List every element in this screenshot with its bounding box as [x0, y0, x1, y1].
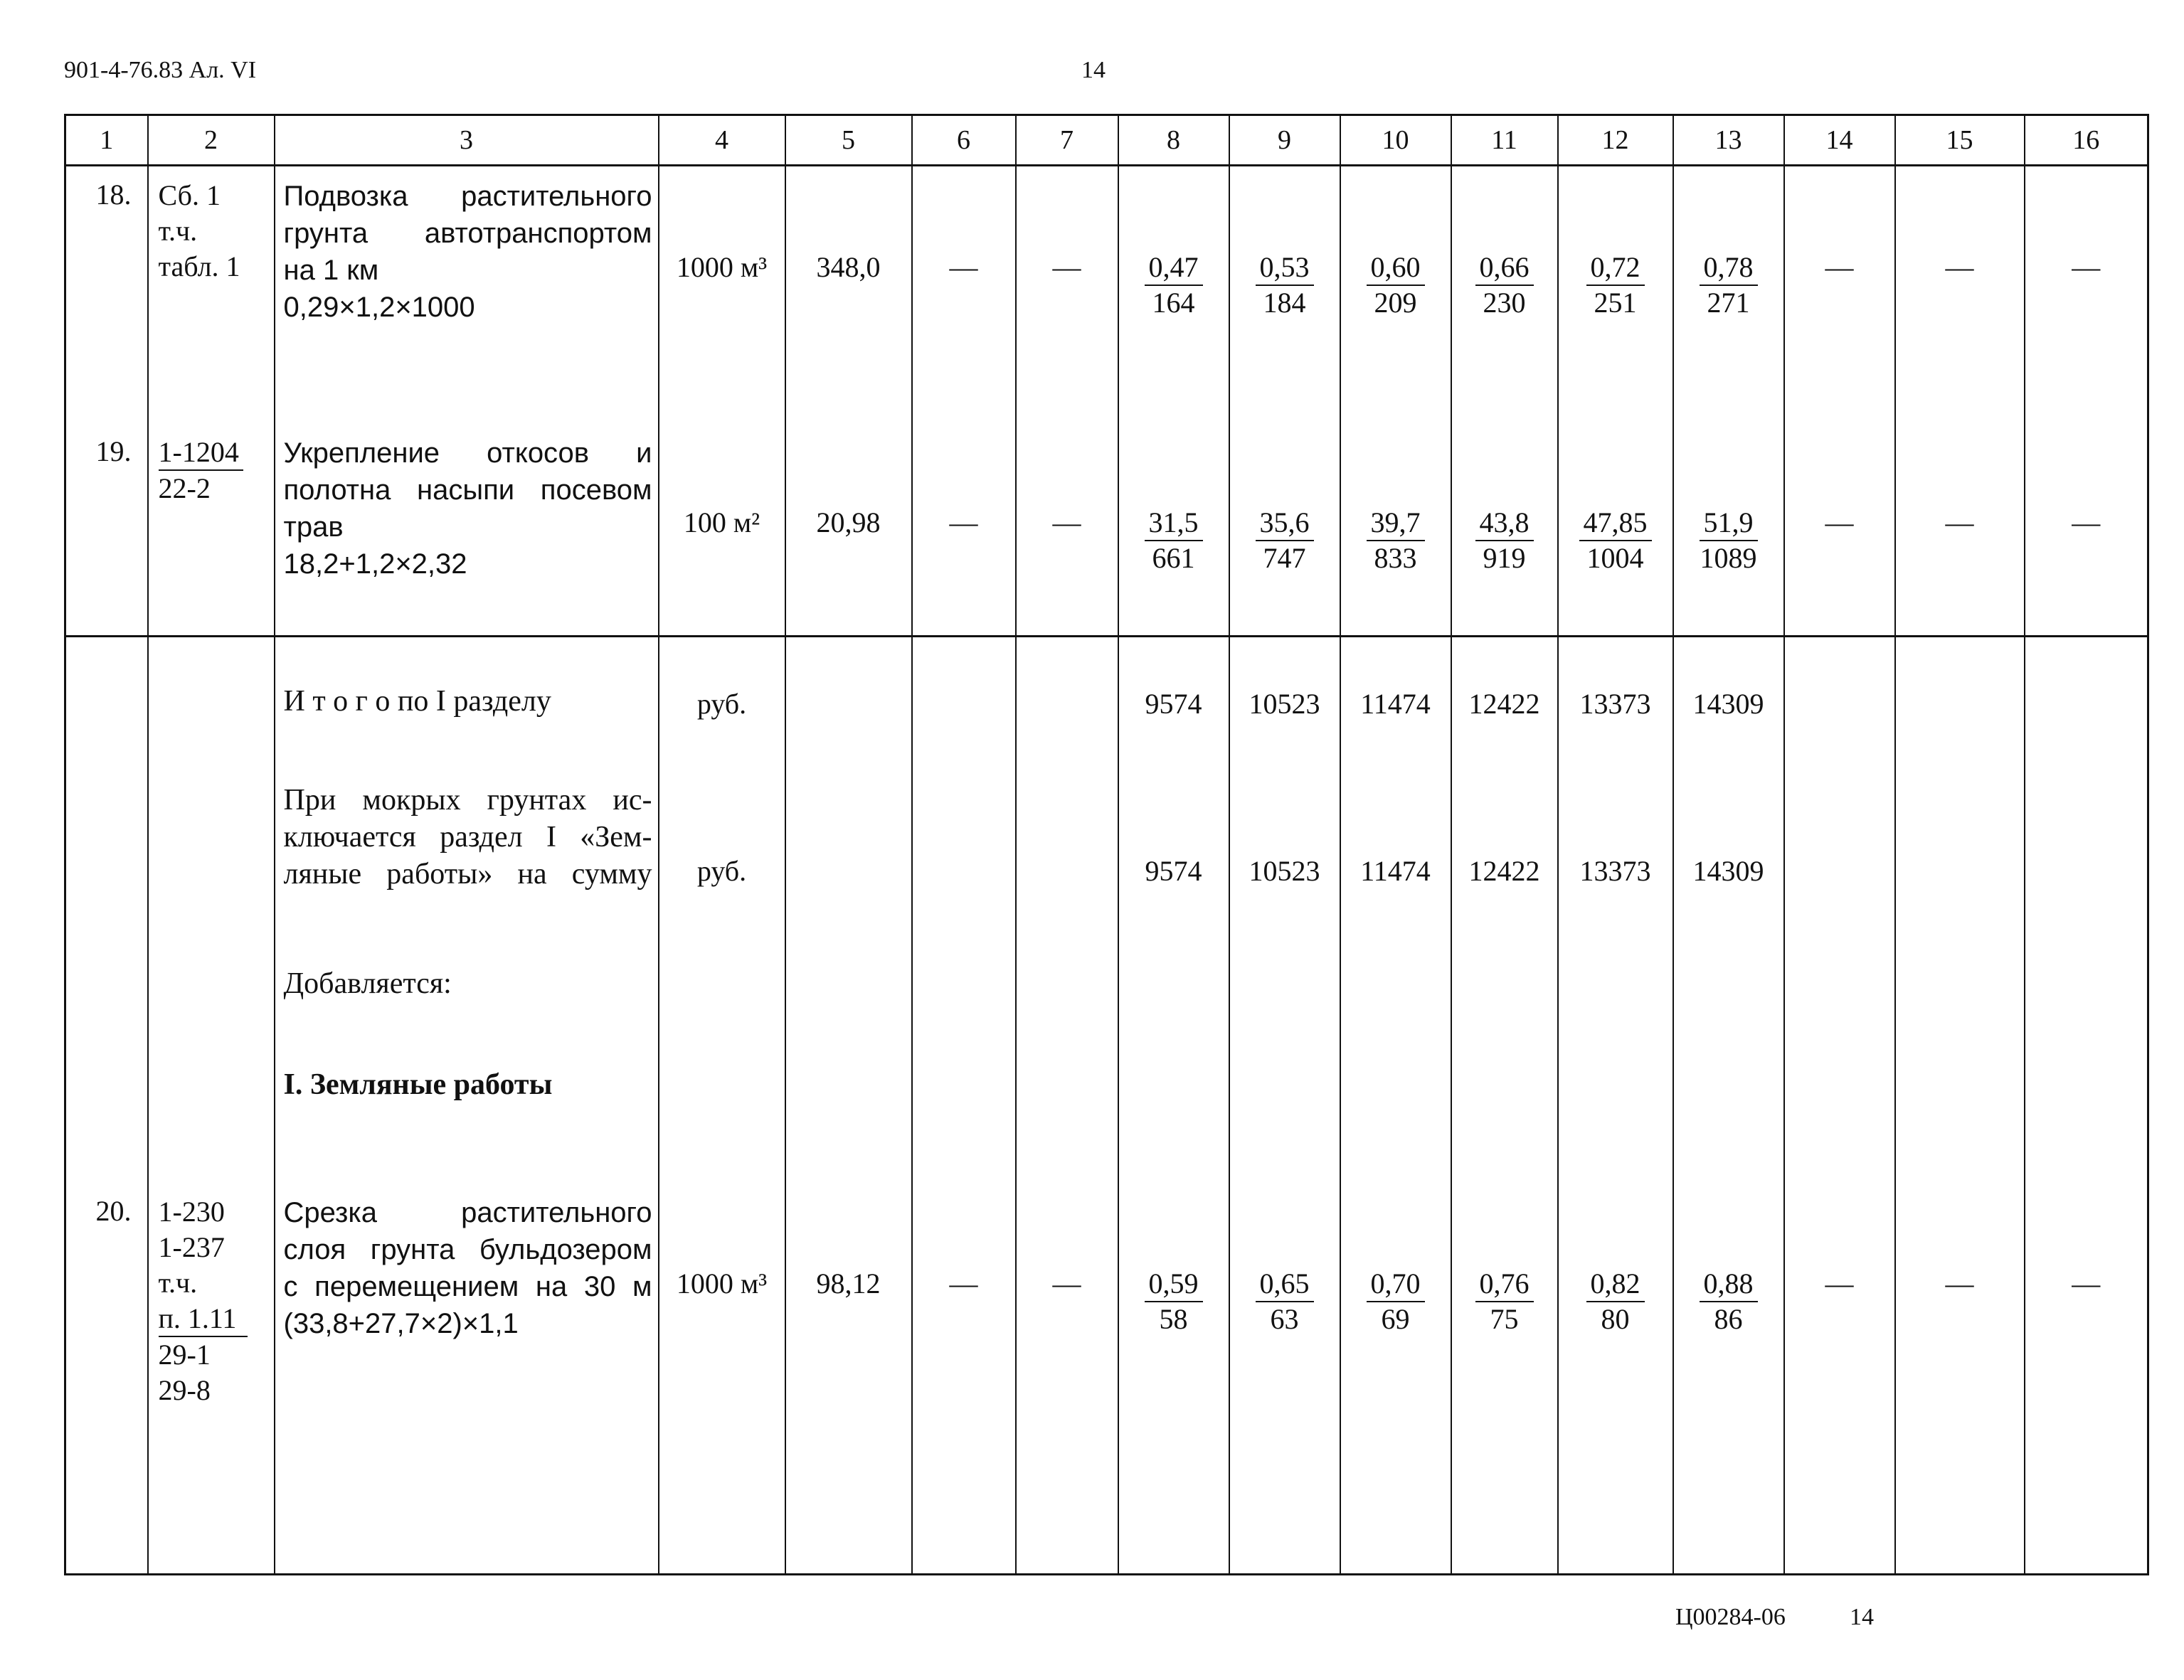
sum-value: 10523 — [1229, 763, 1340, 948]
dash: — — [1784, 166, 1895, 423]
fraction-cell: $\frac{0,66}{230}$ — [1451, 166, 1558, 423]
dash: — — [1016, 1183, 1118, 1575]
column-header: 3 — [275, 115, 659, 166]
norm-code: 1-1204 22-2 — [148, 423, 275, 637]
section-title: I. Земляные работы — [275, 1055, 659, 1183]
fraction-cell: $\frac{0,59}{58}$ — [1118, 1183, 1229, 1575]
work-description: Срезка растительного слоя грунта бульдозером с перемещением на 30 м (33,8+27,7×2)×1,1 — [275, 1183, 659, 1575]
wet-soil-note: При мокрых грунтах ис- ключается раздел I «Зем- ляные работы» на сумму — [275, 763, 659, 948]
fraction-cell: $\frac{0,53}{184}$ — [1229, 166, 1340, 423]
fraction-cell: $\frac{35,6}{747}$ — [1229, 423, 1340, 637]
column-header: 5 — [785, 115, 912, 166]
sum-value: 11474 — [1340, 763, 1451, 948]
unit: руб. — [659, 637, 785, 763]
column-header: 15 — [1895, 115, 2025, 166]
column-header: 4 — [659, 115, 785, 166]
column-header: 9 — [1229, 115, 1340, 166]
dash: — — [912, 166, 1016, 423]
table-row-18 — [65, 166, 2148, 423]
column-header: 6 — [912, 115, 1016, 166]
column-header: 7 — [1016, 115, 1118, 166]
work-description: Укрепление откосов и полотна насыпи посевом трав 18,2+1,2×2,32 — [275, 423, 659, 637]
unit: руб. — [659, 763, 785, 948]
fraction-cell: $\frac{0,82}{80}$ — [1558, 1183, 1673, 1575]
fraction-cell: $\frac{31,5}{661}$ — [1118, 423, 1229, 637]
dash: — — [1895, 423, 2025, 637]
page-number-bottom: 14 — [1850, 1604, 1874, 1630]
dash: — — [1895, 166, 2025, 423]
fraction-cell: $\frac{0,78}{271}$ — [1673, 166, 1784, 423]
dash: — — [2025, 1183, 2148, 1575]
total-value: 10523 — [1229, 637, 1340, 763]
fraction-cell: $\frac{0,60}{209}$ — [1340, 166, 1451, 423]
fraction-cell: $\frac{39,7}{833}$ — [1340, 423, 1451, 637]
row-number: 20. — [65, 1183, 148, 1575]
quantity: 20,98 — [785, 423, 912, 637]
norm-code: 1-230 1-237 т.ч. п. 1.11 29-1 29-8 — [148, 1183, 275, 1575]
total-value: 12422 — [1451, 637, 1558, 763]
quantity: 98,12 — [785, 1183, 912, 1575]
fraction-cell: $\frac{0,47}{164}$ — [1118, 166, 1229, 423]
dash: — — [2025, 166, 2148, 423]
unit: 1000 м³ — [659, 1183, 785, 1575]
fraction-cell: $\frac{51,9}{1089}$ — [1673, 423, 1784, 637]
column-header: 11 — [1451, 115, 1558, 166]
fraction-cell: $\frac{0,88}{86}$ — [1673, 1183, 1784, 1575]
sum-value: 13373 — [1558, 763, 1673, 948]
dash: — — [1895, 1183, 2025, 1575]
fraction-cell: $\frac{43,8}{919}$ — [1451, 423, 1558, 637]
total-value: 13373 — [1558, 637, 1673, 763]
estimate-table — [64, 114, 2149, 1575]
row-number: 18. — [65, 166, 148, 423]
added-row — [65, 948, 2148, 1055]
fraction-cell: $\frac{0,72}{251}$ — [1558, 166, 1673, 423]
column-header: 2 — [148, 115, 275, 166]
document-code: 901-4-76.83 Ал. VI — [64, 57, 257, 83]
dash: — — [1784, 1183, 1895, 1575]
unit: 100 м² — [659, 423, 785, 637]
work-description: Подвозка растительного грунта автотранспортом на 1 км 0,29×1,2×1000 — [275, 166, 659, 423]
column-header: 12 — [1558, 115, 1673, 166]
norm-code: Сб. 1 т.ч. табл. 1 — [148, 166, 275, 423]
fraction-cell: $\frac{47,85}{1004}$ — [1558, 423, 1673, 637]
sum-value: 9574 — [1118, 763, 1229, 948]
total-value: 11474 — [1340, 637, 1451, 763]
dash: — — [912, 423, 1016, 637]
sum-value: 14309 — [1673, 763, 1784, 948]
quantity: 348,0 — [785, 166, 912, 423]
unit: 1000 м³ — [659, 166, 785, 423]
wet-soil-row — [65, 763, 2148, 948]
total-label: И т о г о по I разделу — [275, 637, 659, 763]
total-row — [65, 637, 2148, 763]
total-value: 14309 — [1673, 637, 1784, 763]
footer-code: Ц00284-06 — [1675, 1604, 1786, 1630]
fraction-cell: $\frac{0,70}{69}$ — [1340, 1183, 1451, 1575]
row-number: 19. — [65, 423, 148, 637]
added-label: Добавляется: — [275, 948, 659, 1055]
dash: — — [1016, 423, 1118, 637]
dash: — — [1016, 166, 1118, 423]
column-header: 14 — [1784, 115, 1895, 166]
column-header: 8 — [1118, 115, 1229, 166]
dash: — — [912, 1183, 1016, 1575]
table-row-20 — [65, 1183, 2148, 1575]
column-header: 16 — [2025, 115, 2148, 166]
dash: — — [2025, 423, 2148, 637]
column-header-row — [65, 115, 2148, 166]
sum-value: 12422 — [1451, 763, 1558, 948]
section-row — [65, 1055, 2148, 1183]
fraction-cell: $\frac{0,65}{63}$ — [1229, 1183, 1340, 1575]
fraction-cell: $\frac{0,76}{75}$ — [1451, 1183, 1558, 1575]
table-row-19 — [65, 423, 2148, 637]
dash: — — [1784, 423, 1895, 637]
total-value: 9574 — [1118, 637, 1229, 763]
column-header: 13 — [1673, 115, 1784, 166]
page-number-top: 14 — [1081, 57, 1106, 83]
column-header: 1 — [65, 115, 148, 166]
column-header: 10 — [1340, 115, 1451, 166]
